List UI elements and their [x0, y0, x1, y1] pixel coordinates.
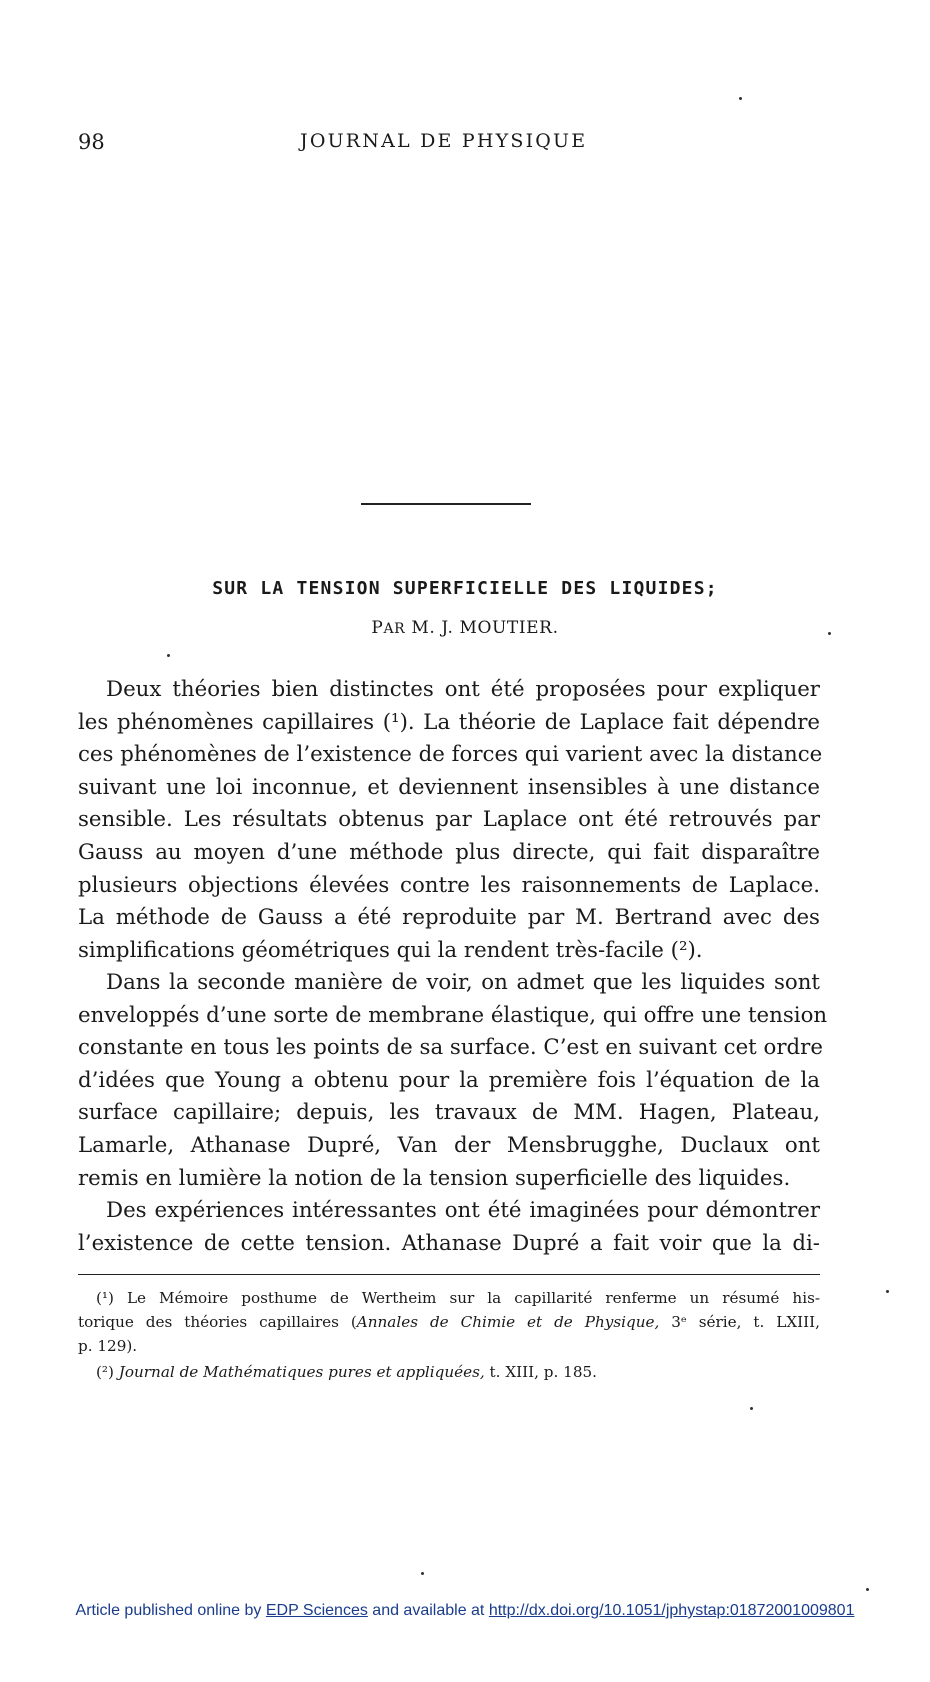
footnote-line — [78, 1360, 820, 1384]
text-line: plusieurs objections élevées contre les raisonnements de Laplace. — [78, 872, 820, 898]
text-line: surface capillaire; depuis, les travaux de MM. Hagen, Plateau, — [78, 1100, 820, 1126]
text-line: Dans la seconde manière de voir, on admet que les liquides sont — [106, 970, 820, 995]
scan-speck — [750, 1407, 753, 1410]
scan-speck — [886, 1290, 889, 1293]
scan-speck — [167, 654, 170, 657]
text-line: Deux théories bien distinctes ont été proposées pour expliquer — [106, 677, 820, 702]
byline-author: M. J. MOUTIER. — [411, 618, 559, 638]
footnote-text: t. XIII, p. 185. — [484, 1363, 597, 1381]
text-line: La méthode de Gauss a été reproduite par M. Bertrand avec des — [78, 905, 820, 931]
footnote-marker: (¹) — [96, 1289, 114, 1307]
text-line: suivant une loi inconnue, et deviennent insensibles à une distance — [78, 774, 820, 800]
paragraph-1 — [78, 674, 823, 967]
text-line: simplifications géométriques qui la rendent très-facile (²). — [78, 937, 703, 963]
text-line: enveloppés d’une sorte de membrane élastique, qui offre une tension — [78, 1002, 828, 1028]
footnote-separator-rule — [78, 1274, 820, 1275]
scan-speck — [866, 1588, 869, 1591]
footer-text: Article published online by — [75, 1602, 266, 1619]
text-line: constante en tous les points de sa surface. C’est en suivant cet ordre — [78, 1035, 823, 1061]
text-line: Gauss au moyen d’une méthode plus directe, qui fait disparaître — [78, 839, 820, 865]
running-head: JOURNAL DE PHYSIQUE — [300, 130, 588, 152]
text-line: Des expériences intéressantes ont été imaginées pour démontrer — [106, 1198, 820, 1223]
text-line: les phénomènes capillaires (¹). La théorie de Laplace fait dépendre — [78, 709, 820, 735]
page-number: 98 — [78, 130, 105, 154]
text-line: remis en lumière la notion de la tension superficielle des liquides. — [78, 1165, 791, 1191]
footnote-text: 3ᵉ série, t. LXIII, — [659, 1313, 820, 1331]
text-line: d’idées que Young a obtenu pour la première fois l’équation de la — [78, 1067, 820, 1093]
publication-footer — [0, 1602, 930, 1620]
scan-speck — [828, 632, 831, 635]
doi-link[interactable]: http://dx.doi.org/10.1051/jphystap:01872001009801 — [488, 1602, 855, 1619]
scan-speck — [421, 1572, 424, 1575]
footnote-line — [78, 1310, 820, 1334]
text-line: Lamarle, Athanase Dupré, Van der Mensbrugghe, Duclaux ont — [78, 1132, 820, 1158]
paragraph-2 — [78, 967, 828, 1195]
scan-speck — [739, 97, 742, 100]
footnote-line — [78, 1286, 820, 1310]
footer-text: and available at — [367, 1602, 489, 1619]
edp-sciences-link[interactable]: EDP Sciences — [265, 1602, 368, 1619]
byline — [0, 618, 930, 638]
footnote-text: Le Mémoire posthume de Wertheim sur la capillarité renferme un résumé his- — [126, 1289, 820, 1307]
title-separator-rule — [361, 503, 531, 505]
footnote-1 — [78, 1286, 820, 1358]
byline-prefix: PAR — [371, 618, 406, 638]
article-title: SUR LA TENSION SUPERFICIELLE DES LIQUIDES; — [212, 578, 718, 599]
text-line: ces phénomènes de l’existence de forces qui varient avec la distance — [78, 742, 823, 768]
footnote-marker: (²) — [96, 1363, 114, 1381]
journal-title: Journal de Mathématiques pures et appliquées, — [118, 1363, 485, 1381]
journal-title: Annales de Chimie et de Physique, — [356, 1313, 660, 1331]
footnote-2 — [78, 1360, 820, 1384]
footnote-line: p. 129). — [78, 1337, 138, 1355]
text-line: l’existence de cette tension. Athanase Dupré a fait voir que la di- — [78, 1230, 820, 1256]
footnote-text: torique des théories capillaires ( — [78, 1313, 357, 1331]
paragraph-3 — [78, 1195, 820, 1260]
text-line: sensible. Les résultats obtenus par Laplace ont été retrouvés par — [78, 807, 820, 833]
